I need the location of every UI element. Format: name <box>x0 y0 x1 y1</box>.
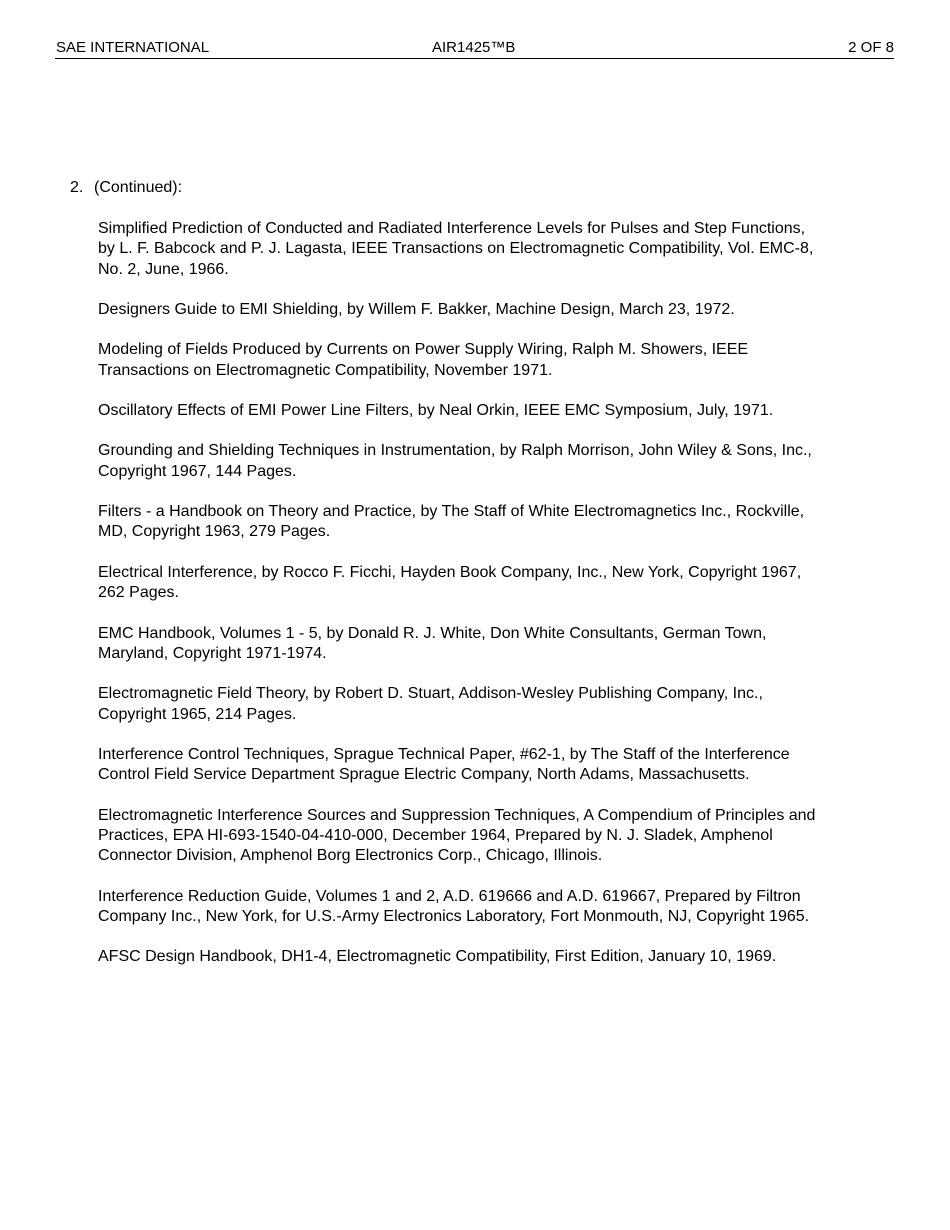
reference-item: Interference Control Techniques, Sprague Technical Paper, #62-1, by The Staff of the Interference Control Field Service Department Sprague Electric Company, North Adams, Massachusetts. <box>98 745 790 784</box>
section-title: (Continued): <box>94 179 183 196</box>
section-number: 2. <box>70 179 84 196</box>
reference-list <box>98 219 878 988</box>
reference-item: Simplified Prediction of Conducted and Radiated Interference Levels for Pulses and Step Functions, by L. F. Babcock and P. J. Lagasta, IEEE Transactions on Electromagnetic Compatibility, Vol. EMC-8, No. 2, June, 1966. <box>98 220 814 278</box>
reference-item: Electrical Interference, by Rocco F. Ficchi, Hayden Book Company, Inc., New York, Copyright 1967, 262 Pages. <box>98 563 802 602</box>
header-page-number: 2 OF 8 <box>848 39 894 56</box>
reference-item: Interference Reduction Guide, Volumes 1 and 2, A.D. 619666 and A.D. 619667, Prepared by Filtron Company Inc., New York, for U.S.-Army Electronics Laboratory, Fort Monmouth, NJ, Copyright 1965. <box>98 887 810 925</box>
reference-item: EMC Handbook, Volumes 1 - 5, by Donald R. J. White, Don White Consultants, German Town, Maryland, Copyright 1971-1974. <box>98 624 767 662</box>
reference-item: Electromagnetic Field Theory, by Robert D. Stuart, Addison-Wesley Publishing Company, Inc., Copyright 1965, 214 Pages. <box>98 685 763 723</box>
section-heading <box>70 179 182 197</box>
reference-item: Designers Guide to EMI Shielding, by Willem F. Bakker, Machine Design, March 23, 1972. <box>98 300 735 318</box>
reference-item: AFSC Design Handbook, DH1-4, Electromagnetic Compatibility, First Edition, January 10, 1969. <box>98 948 777 966</box>
reference-item: Grounding and Shielding Techniques in Instrumentation, by Ralph Morrison, John Wiley & Sons, Inc., Copyright 1967, 144 Pages. <box>98 442 812 480</box>
header-document-number: AIR1425™B <box>432 39 516 56</box>
reference-item: Oscillatory Effects of EMI Power Line Filters, by Neal Orkin, IEEE EMC Symposium, July, 1971. <box>98 402 774 420</box>
page-header <box>55 38 894 59</box>
header-organization: SAE INTERNATIONAL <box>56 39 210 56</box>
reference-item: Modeling of Fields Produced by Currents on Power Supply Wiring, Ralph M. Showers, IEEE Transactions on Electromagnetic Compatibility, November 1971. <box>98 341 749 379</box>
reference-item: Electromagnetic Interference Sources and Suppression Techniques, A Compendium of Principles and Practices, EPA HI-693-1540-04-410-000, December 1964, Prepared by N. J. Sladek, Amphenol Connector Division, Amphenol Borg Electronics Corp., Chicago, Illinois. <box>98 806 816 865</box>
reference-item: Filters - a Handbook on Theory and Practice, by The Staff of White Electromagnetics Inc., Rockville, MD, Copyright 1963, 279 Pages. <box>98 503 805 541</box>
